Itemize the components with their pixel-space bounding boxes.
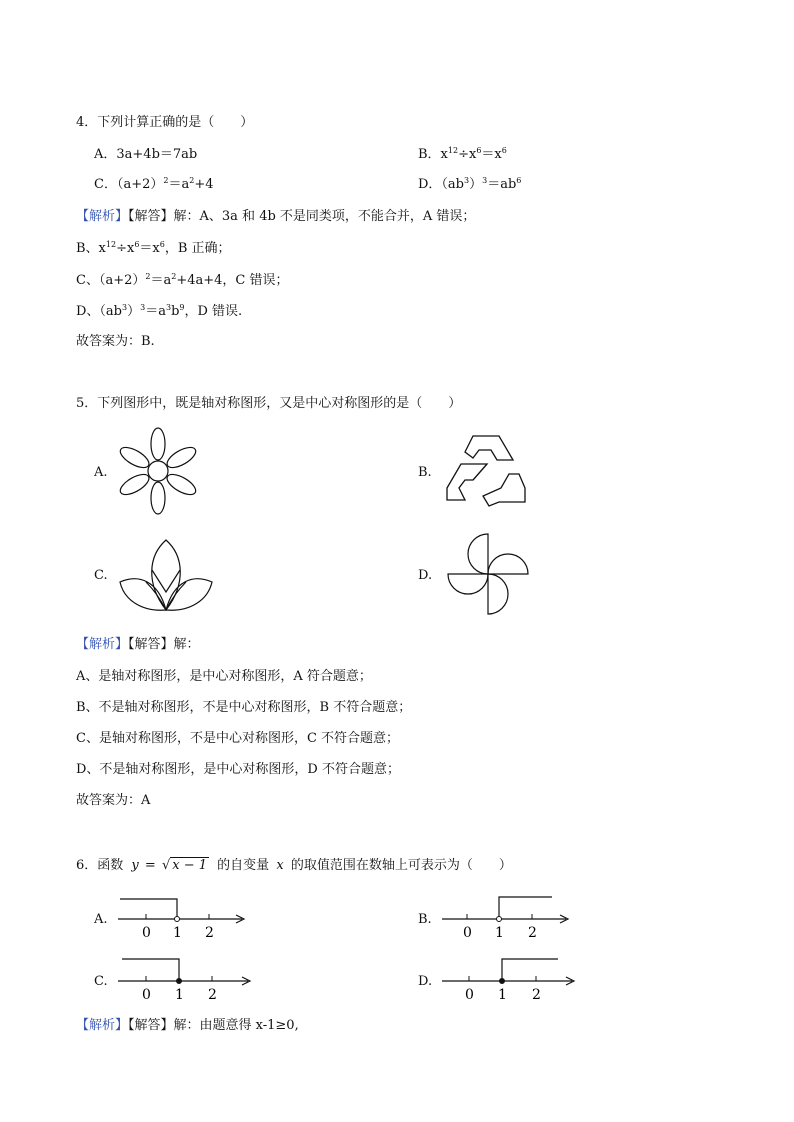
q5-label-d: D. bbox=[418, 568, 433, 583]
recycle-triangle-figure bbox=[443, 430, 529, 510]
tick-label-1: 1 bbox=[173, 925, 182, 941]
q5-solution-line-3: C、是轴对称图形，不是中心对称图形，C 不符合题意； bbox=[76, 731, 400, 746]
q4-option-d: D．$(ab^3)^3=ab^6$ bbox=[418, 176, 522, 192]
q6-label-a: A. bbox=[94, 912, 108, 927]
q5-label-c: C. bbox=[94, 568, 108, 583]
number-line-c bbox=[118, 955, 254, 1007]
tick-label-1: 1 bbox=[495, 925, 504, 941]
q5-label-a: A. bbox=[94, 465, 108, 480]
analysis-tag: 【解析】 bbox=[76, 637, 129, 652]
flower-figure bbox=[118, 430, 198, 512]
tick-label-2: 2 bbox=[528, 925, 537, 941]
tick-label-0: 0 bbox=[142, 925, 151, 941]
q5-label-b: B. bbox=[418, 465, 432, 480]
q4-solution-line-1: 【解析】【解答】解：A、3a 和 4b 不是同类项，不能合并，A 错误； bbox=[76, 209, 476, 224]
sqrt-formula: y = √ x − 1 bbox=[131, 858, 208, 873]
number-line-b bbox=[442, 893, 572, 945]
q6-label-c: C. bbox=[94, 974, 108, 989]
q6-label-b: B. bbox=[418, 912, 432, 927]
q6-solution-line-1: 【解析】【解答】解：由题意得 x-1≥0, bbox=[76, 1018, 299, 1033]
analysis-tag: 【解析】 bbox=[76, 209, 129, 224]
q5-answer: 故答案为：A bbox=[76, 793, 151, 808]
tick-label-2: 2 bbox=[208, 987, 217, 1003]
tick-label-0: 0 bbox=[142, 987, 151, 1003]
q4-solution-line-3: C、$(a+2)^2=a^2+4a+4$，C 错误； bbox=[76, 272, 289, 288]
tick-label-1: 1 bbox=[498, 987, 507, 1003]
q5-stem: 5．下列图形中，既是轴对称图形，又是中心对称图形的是（ ） bbox=[76, 396, 462, 411]
pinwheel-figure bbox=[446, 532, 530, 616]
tick-label-2: 2 bbox=[205, 925, 214, 941]
q6-label-d: D. bbox=[418, 974, 433, 989]
q4-solution-line-4: D、$(ab^3)^3=a^3b^9$，D 错误. bbox=[76, 303, 243, 319]
q5-solution-line-1: A、是轴对称图形，是中心对称图形，A 符合题意； bbox=[76, 669, 372, 684]
lotus-figure bbox=[118, 536, 214, 614]
q5-solution-line-2: B、不是轴对称图形，不是中心对称图形，B 不符合题意； bbox=[76, 700, 412, 715]
q6-stem: 6．函数 y = √ x − 1 的自变量 x 的取值范围在数轴上可表示为（ ） bbox=[76, 858, 512, 873]
analysis-tag: 【解析】 bbox=[76, 1018, 129, 1033]
tick-label-2: 2 bbox=[532, 987, 541, 1003]
number-line-a bbox=[118, 893, 248, 945]
q4-option-c: C．$(a+2)^2=a^2+4$ bbox=[94, 176, 214, 192]
tick-label-1: 1 bbox=[175, 987, 184, 1003]
q4-option-b: B．$x^{12}\div x^6=x^6$ bbox=[418, 146, 507, 162]
q5-solution-head: 【解析】【解答】解： bbox=[76, 637, 200, 652]
q4-stem: 4．下列计算正确的是（ ） bbox=[76, 115, 254, 130]
q4-solution-line-2: B、$x^{12}\div x^6=x^6$，B 正确； bbox=[76, 240, 231, 256]
q5-solution-line-4: D、不是轴对称图形，是中心对称图形，D 不符合题意； bbox=[76, 762, 400, 777]
q4-answer: 故答案为：B. bbox=[76, 334, 155, 349]
tick-label-0: 0 bbox=[465, 987, 474, 1003]
number-line-d bbox=[442, 955, 578, 1007]
q4-option-a: A．3a+4b＝7ab bbox=[94, 147, 198, 162]
tick-label-0: 0 bbox=[463, 925, 472, 941]
